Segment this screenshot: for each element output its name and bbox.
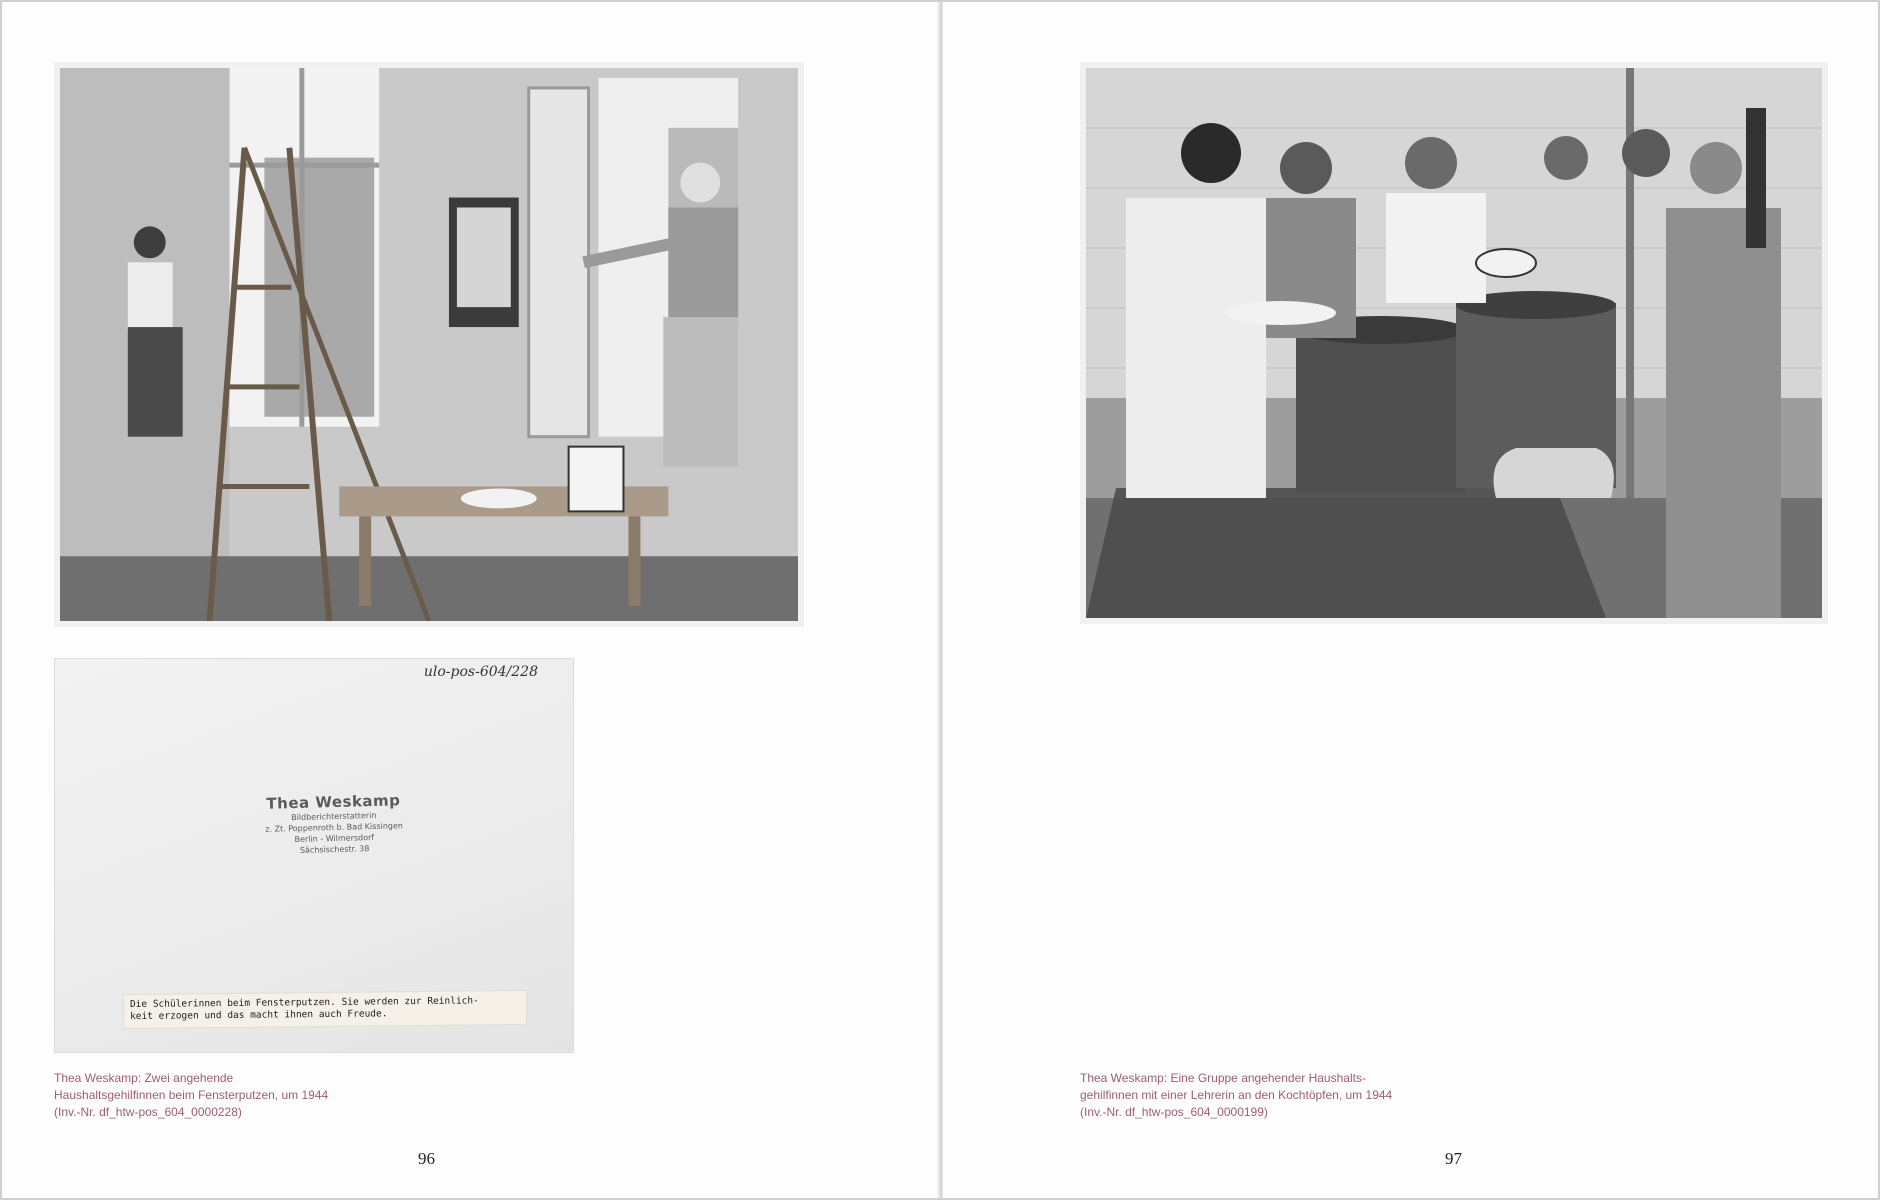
right-caption-line-2: gehilfinnen mit einer Lehrerin an den Kochtöpfen, um 1944 xyxy=(1080,1088,1393,1102)
left-caption-inventory: (Inv.-Nr. df_htw-pos_604_0000228) xyxy=(54,1105,242,1119)
left-page xyxy=(2,2,939,1198)
typed-label-line-2: keit erzogen und das macht ihnen auch Freude. xyxy=(130,1008,388,1023)
left-caption-line-1: Thea Weskamp: Zwei angehende xyxy=(54,1071,234,1085)
stamp-line-3: Berlin - Wilmersdorf xyxy=(294,832,375,845)
page-number-right: 97 xyxy=(1445,1149,1462,1168)
stamp-line-4: Sächsischestr. 38 xyxy=(299,844,370,855)
photo-verso-card xyxy=(54,658,574,1053)
left-caption xyxy=(54,1070,328,1121)
left-caption-line-2: Haushaltsgehilfinnen beim Fensterputzen, um 1944 xyxy=(54,1088,329,1102)
photographer-stamp xyxy=(233,790,435,857)
typed-caption-label xyxy=(124,991,526,1028)
right-caption xyxy=(1080,1070,1392,1121)
stamp-line-1: Bildberichterstatterin xyxy=(291,810,377,823)
window-cleaning-photo xyxy=(54,62,804,627)
book-spread xyxy=(2,2,1878,1198)
stamp-line-2: z. Zt. Poppenroth b. Bad Kissingen xyxy=(265,821,404,834)
black-and-white-photograph-icon xyxy=(1086,68,1822,618)
typed-label-line-1: Die Schülerinnen beim Fensterputzen. Sie werden zur Reinlich- xyxy=(129,995,479,1011)
stamp-name: Thea Weskamp xyxy=(266,791,401,813)
kitchen-cooking-photo xyxy=(1080,62,1828,624)
page-number-left: 96 xyxy=(418,1149,435,1168)
handwritten-inventory-number: ulo-pos-604/228 xyxy=(423,664,538,680)
right-page xyxy=(943,2,1878,1198)
right-caption-line-1: Thea Weskamp: Eine Gruppe angehender Haushalts- xyxy=(1080,1071,1366,1085)
black-and-white-photograph-icon xyxy=(60,68,798,621)
right-caption-inventory: (Inv.-Nr. df_htw-pos_604_0000199) xyxy=(1080,1105,1268,1119)
